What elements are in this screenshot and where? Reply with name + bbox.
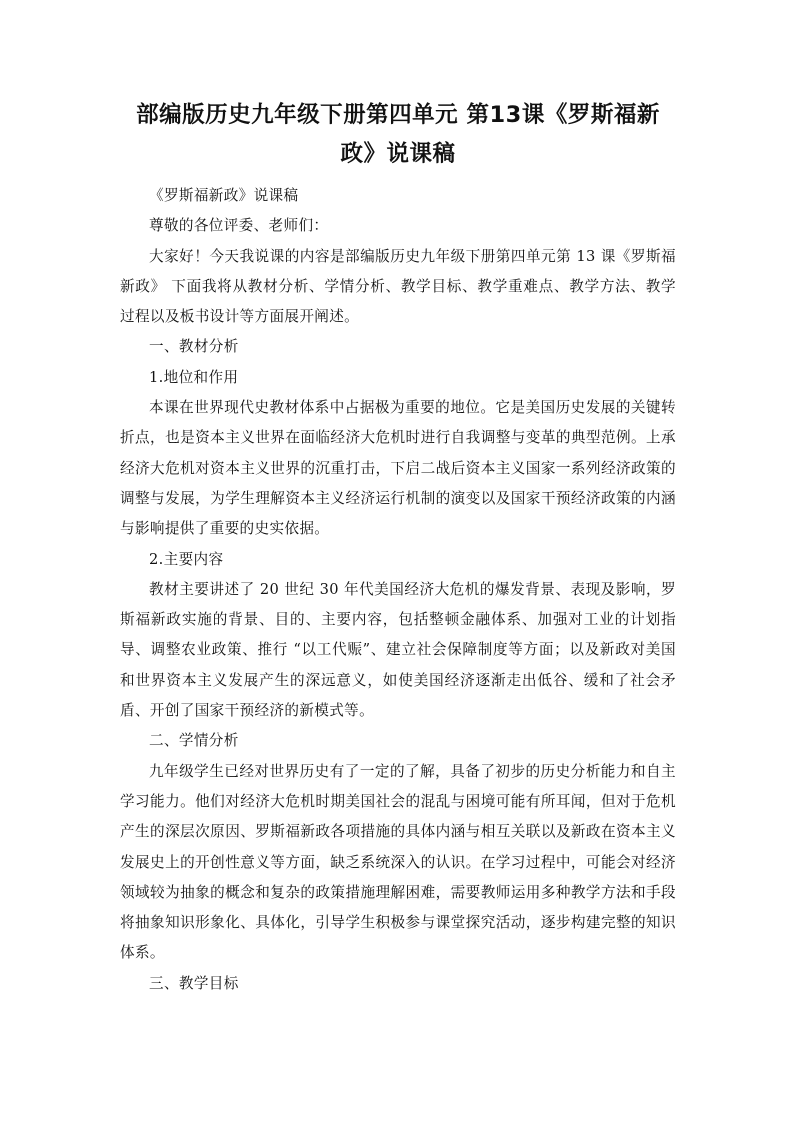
position-role-paragraph: 本课在世界现代史教材体系中占据极为重要的地位。它是美国历史发展的关键转折点，也是资本主义世界在面临经济大危机时进行自我调整与变革的典型范例。上承经济大危机对资本主义世界的沉重打击，下启二战后资本主义国家一系列经济政策的调整与发展，为学生理解资本主义经济运行机制的演变以及国家干预经济政策的内涵与影响提供了重要的史实依据。 [120,399,676,538]
main-content-paragraph: 教材主要讲述了 20 世纪 30 年代美国经济大危机的爆发背景、表现及影响，罗斯福新政实施的背景、目的、主要内容，包括整顿金融体系、加强对工业的计划指导、调整农业政策、推行 “以工代赈”、建立社会保障制度等方面；以及新政对美国和世界资本主义发展产生的深远意义，如使美国经济逐渐走出低谷、缓和了社会矛盾、开创了国家干预经济的新模式等。 [120,580,676,720]
section-heading-student-analysis: 二、学情分析 [149,732,239,750]
document-page [120,96,676,999]
lesson-name: 《罗斯福新政》说课稿 [149,187,299,204]
subheading-position-role: 1.地位和作用 [149,368,239,386]
student-analysis-paragraph: 九年级学生已经对世界历史有了一定的了解，具备了初步的历史分析能力和自主学习能力。他们对经济大危机时期美国社会的混乱与困境可能有所耳闻，但对于危机产生的深层次原因、罗斯福新政各项措施的具体内涵与相互关联以及新政在资本主义发展史上的开创性意义等方面，缺乏系统深入的认识。在学习过程中，可能会对经济领域较为抽象的概念和复杂的政策措施理解困难，需要教师运用多种教学方法和手段将抽象知识形象化、具体化，引导学生积极参与课堂探究活动，逐步构建完整的知识体系。 [120,762,676,962]
intro-paragraph: 大家好！今天我说课的内容是部编版历史九年级下册第四单元第 13 课《罗斯福新政》 下面我将从教材分析、学情分析、教学目标、教学重难点、教学方法、教学过程以及板书设计等方面展开阐述。 [120,247,676,326]
section-heading-teaching-goals: 三、教学目标 [149,974,239,992]
subheading-main-content: 2.主要内容 [149,550,224,568]
greeting: 尊敬的各位评委、老师们： [149,217,329,235]
section-heading-textbook-analysis: 一、教材分析 [149,338,239,356]
document-title: 部编版历史九年级下册第四单元 第13课《罗斯福新政》说课稿 [136,102,660,167]
